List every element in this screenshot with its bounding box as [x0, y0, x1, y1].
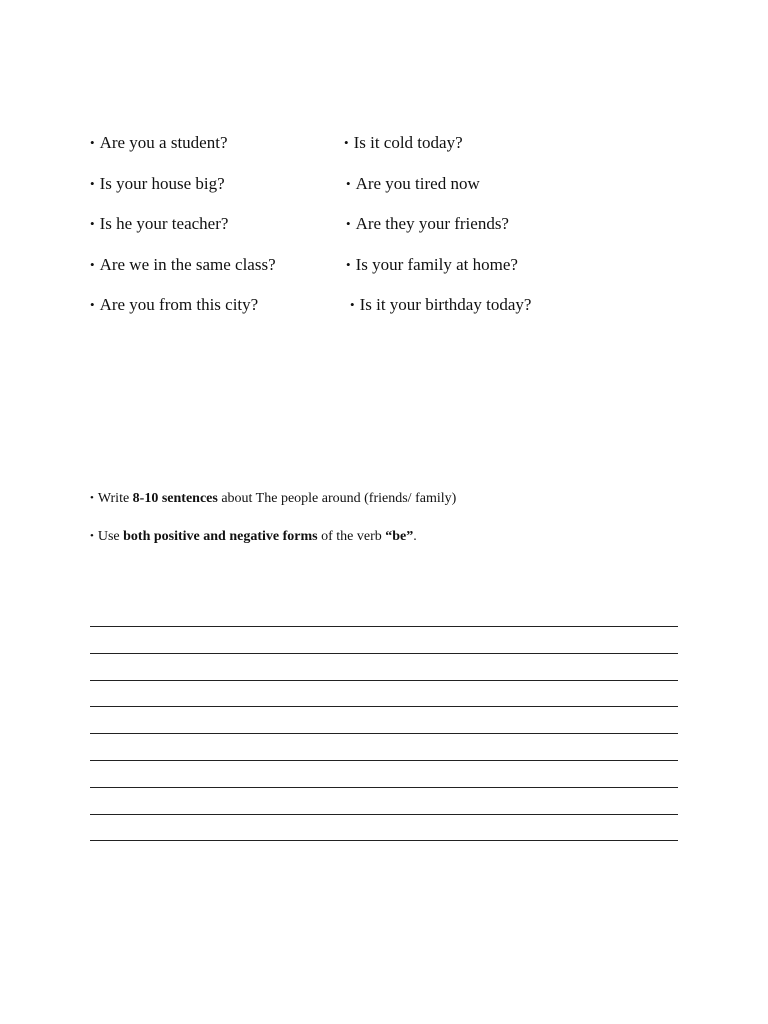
question-text: Is it your birthday today? — [359, 295, 532, 314]
instruction-line — [90, 527, 417, 546]
question-item — [90, 214, 228, 234]
writing-line — [90, 814, 678, 815]
question-item — [346, 255, 518, 275]
question-text: Are you from this city? — [99, 295, 259, 314]
bullet-icon: • — [346, 176, 351, 191]
bullet-icon: • — [346, 257, 351, 272]
question-item — [346, 214, 509, 234]
writing-line — [90, 653, 678, 654]
question-item — [90, 295, 258, 315]
bullet-icon: • — [346, 216, 351, 231]
instruction-emphasis: “be” — [385, 529, 414, 544]
bullet-icon: • — [90, 135, 95, 150]
bullet-icon: • — [90, 257, 95, 272]
question-item — [350, 295, 531, 315]
question-text: Is your family at home? — [355, 255, 518, 274]
question-item — [90, 174, 225, 194]
question-item — [90, 255, 276, 275]
instruction-text: of the verb — [317, 529, 386, 544]
instruction-text: about The people around (friends/ family) — [217, 491, 457, 506]
question-item — [346, 174, 480, 194]
bullet-icon: • — [90, 492, 94, 504]
instruction-text: Write — [97, 491, 133, 506]
bullet-icon: • — [90, 530, 94, 542]
instruction-text: Use — [97, 529, 124, 544]
question-text: Is it cold today? — [353, 133, 463, 152]
instruction-line — [90, 489, 456, 508]
writing-line — [90, 706, 678, 707]
question-text: Is your house big? — [99, 174, 225, 193]
instruction-emphasis: both positive and negative forms — [123, 529, 318, 544]
writing-line — [90, 787, 678, 788]
bullet-icon: • — [90, 216, 95, 231]
bullet-icon: • — [350, 297, 355, 312]
bullet-icon: • — [90, 297, 95, 312]
instruction-emphasis: 8-10 sentences — [132, 491, 218, 506]
instruction-text: . — [413, 529, 417, 544]
question-text: Are they your friends? — [355, 214, 509, 233]
bullet-icon: • — [344, 135, 349, 150]
writing-line — [90, 680, 678, 681]
writing-line — [90, 733, 678, 734]
writing-line — [90, 760, 678, 761]
bullet-icon: • — [90, 176, 95, 191]
question-item — [344, 133, 463, 153]
writing-line — [90, 840, 678, 841]
question-text: Is he your teacher? — [99, 214, 229, 233]
question-text: Are you tired now — [355, 174, 480, 193]
question-item — [90, 133, 228, 153]
question-text: Are you a student? — [99, 133, 228, 152]
writing-line — [90, 626, 678, 627]
question-text: Are we in the same class? — [99, 255, 276, 274]
